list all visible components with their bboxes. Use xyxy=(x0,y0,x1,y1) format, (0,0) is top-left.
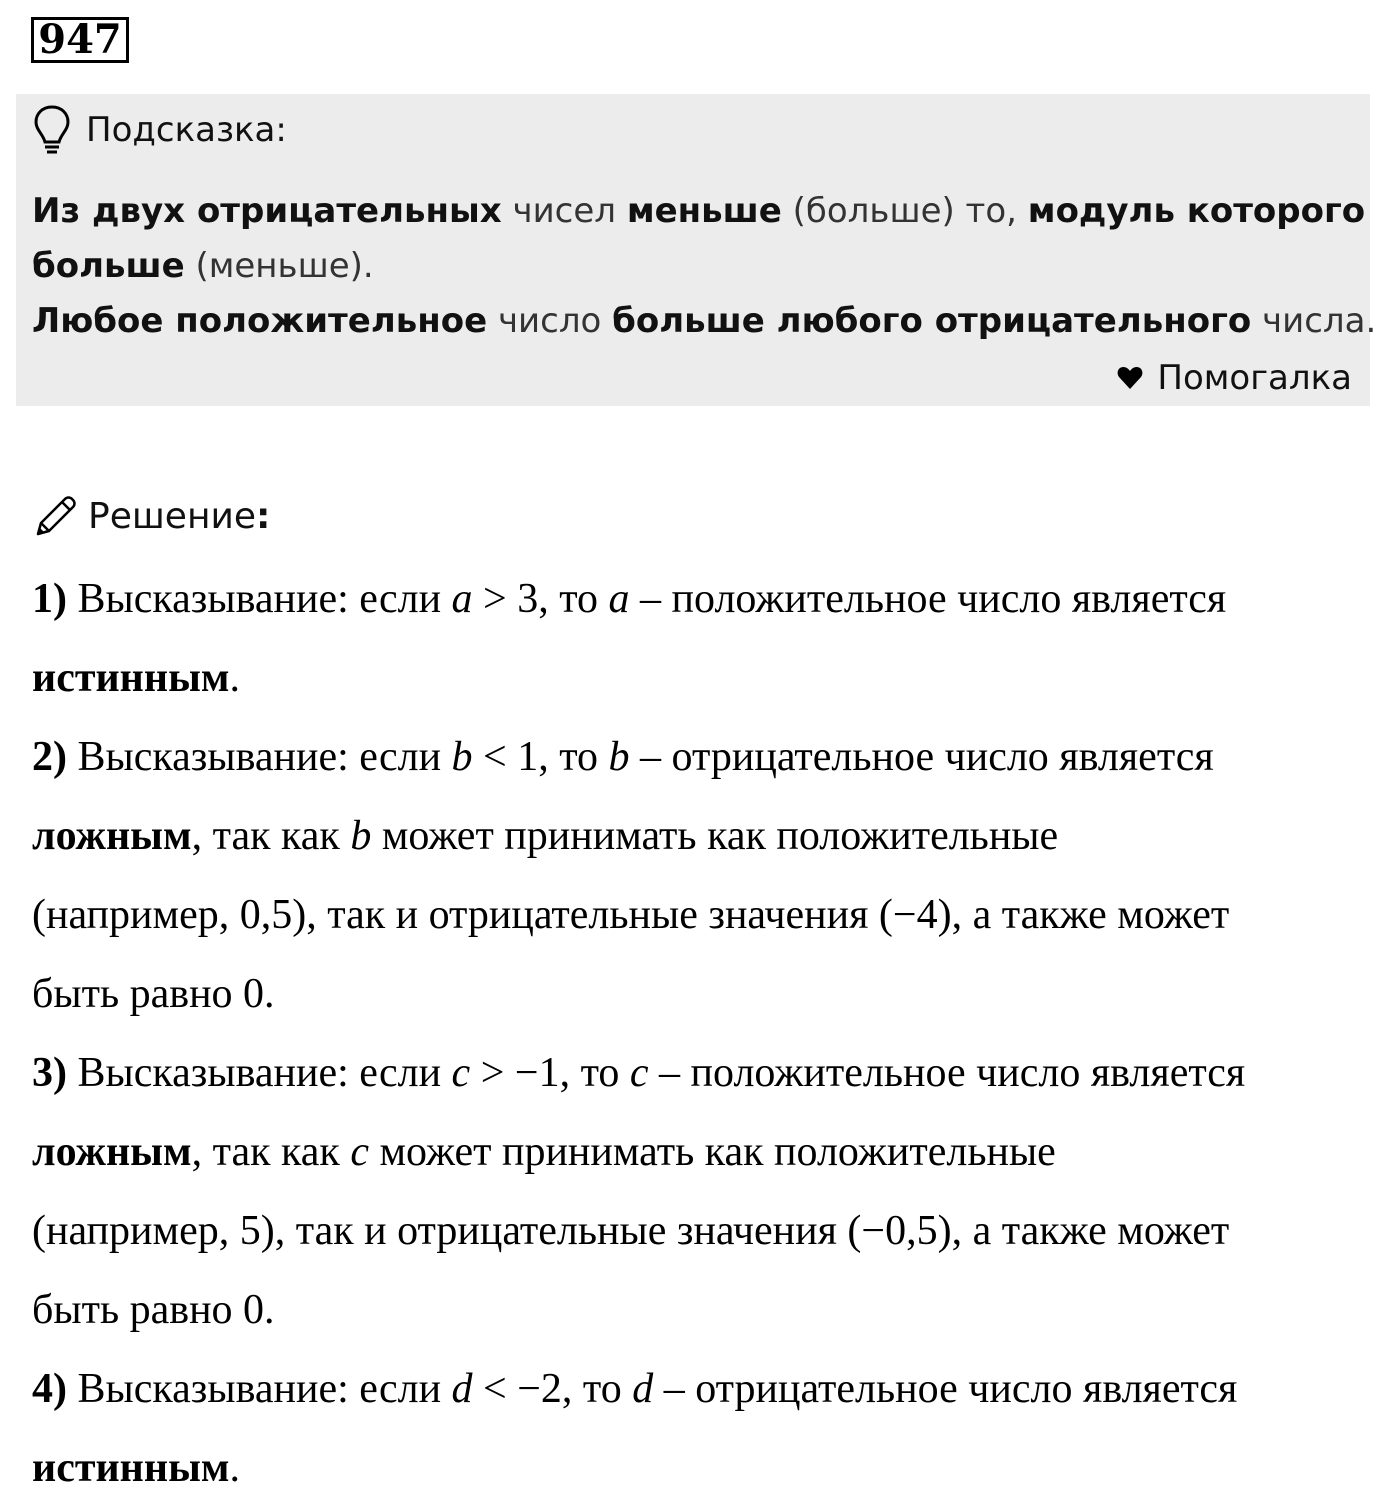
hint-header xyxy=(32,104,287,156)
signature xyxy=(1117,356,1352,400)
variable: d xyxy=(451,1366,473,1412)
hint-emphasis: больше xyxy=(32,246,185,286)
verdict: истинным xyxy=(32,655,230,701)
item-number: 2) xyxy=(32,734,67,780)
solution-line: быть равно 0. xyxy=(32,1287,275,1333)
solution-header xyxy=(32,488,270,544)
verdict: истинным xyxy=(32,1445,230,1491)
hint-emphasis: меньше xyxy=(626,191,782,231)
solution-text: может принимать как положительные xyxy=(368,1129,1056,1175)
pencil-icon xyxy=(32,492,80,540)
solution-line: (например, 0,5), так и отрицательные значения (−4), а также может xyxy=(32,892,1230,938)
variable: b xyxy=(608,734,630,780)
solution-line xyxy=(32,560,1372,639)
problem-number: 947 xyxy=(31,17,129,63)
verdict: ложным xyxy=(32,1129,192,1175)
variable: d xyxy=(632,1366,654,1412)
solution-colon: : xyxy=(256,495,271,537)
solution-line: (например, 5), так и отрицательные значения (−0,5), а также может xyxy=(32,1208,1230,1254)
solution-line: быть равно 0. xyxy=(32,971,275,1017)
variable: c xyxy=(350,1129,369,1175)
hint-emphasis: Из двух отрицательных xyxy=(32,191,502,231)
solution-text: может принимать как положительные xyxy=(371,813,1059,859)
solution-line xyxy=(32,797,1372,876)
solution-line xyxy=(32,1034,1372,1113)
variable: b xyxy=(350,813,372,859)
solution-text: Высказывание: если xyxy=(67,576,452,622)
hint-emphasis: модуль которого xyxy=(1027,191,1366,231)
solution-text: > 3, то xyxy=(472,576,609,622)
solution-text: , так как xyxy=(191,1129,351,1175)
item-number: 1) xyxy=(32,576,67,622)
hint-text-span: (больше) то, xyxy=(781,191,1028,231)
hint-text-span: чисел xyxy=(501,191,627,231)
hint-line xyxy=(32,294,1377,349)
solution-text: , так как xyxy=(191,813,351,859)
hint-line xyxy=(32,239,1362,294)
solution-text: – положительное число является xyxy=(648,1050,1246,1096)
solution-text: – отрицательное число является xyxy=(629,734,1214,780)
variable: a xyxy=(608,576,630,622)
solution-text: – положительное число является xyxy=(629,576,1227,622)
hint-text-span: (меньше). xyxy=(184,246,374,286)
solution-text: . xyxy=(229,655,240,701)
solution-text: < −2, то xyxy=(472,1366,633,1412)
variable: c xyxy=(629,1050,649,1096)
lightbulb-icon xyxy=(32,104,72,156)
solution-line xyxy=(32,1429,1372,1508)
solution-text: Высказывание: если xyxy=(67,734,452,780)
signature-text: Помогалка xyxy=(1157,358,1352,398)
solution-line xyxy=(32,718,1372,797)
item-number: 3) xyxy=(32,1050,67,1096)
variable: c xyxy=(451,1050,471,1096)
solution-text: – отрицательное число является xyxy=(653,1366,1238,1412)
solution-text: Высказывание: если xyxy=(67,1366,452,1412)
solution-text: . xyxy=(229,1445,240,1491)
solution-line xyxy=(32,1113,1372,1192)
solution-body xyxy=(32,560,1372,1508)
verdict: ложным xyxy=(32,813,192,859)
hint-text-span: числа. xyxy=(1251,301,1377,341)
hint-text xyxy=(32,184,1377,349)
solution-title: Решение xyxy=(88,495,257,537)
solution-line xyxy=(32,1350,1372,1429)
hint-emphasis: Любое положительное xyxy=(32,301,488,341)
item-number: 4) xyxy=(32,1366,67,1412)
solution-text: > −1, то xyxy=(470,1050,630,1096)
solution-line xyxy=(32,639,1372,718)
hint-emphasis: больше любого отрицательного xyxy=(612,301,1252,341)
hint-text-span: число xyxy=(487,301,613,341)
solution-text: < 1, то xyxy=(472,734,609,780)
hint-box xyxy=(16,94,1377,406)
variable: b xyxy=(451,734,473,780)
hint-line xyxy=(32,184,1366,239)
heart-icon xyxy=(1117,366,1143,390)
solution-text: Высказывание: если xyxy=(67,1050,452,1096)
hint-title: Подсказка: xyxy=(86,110,287,150)
variable: a xyxy=(451,576,473,622)
